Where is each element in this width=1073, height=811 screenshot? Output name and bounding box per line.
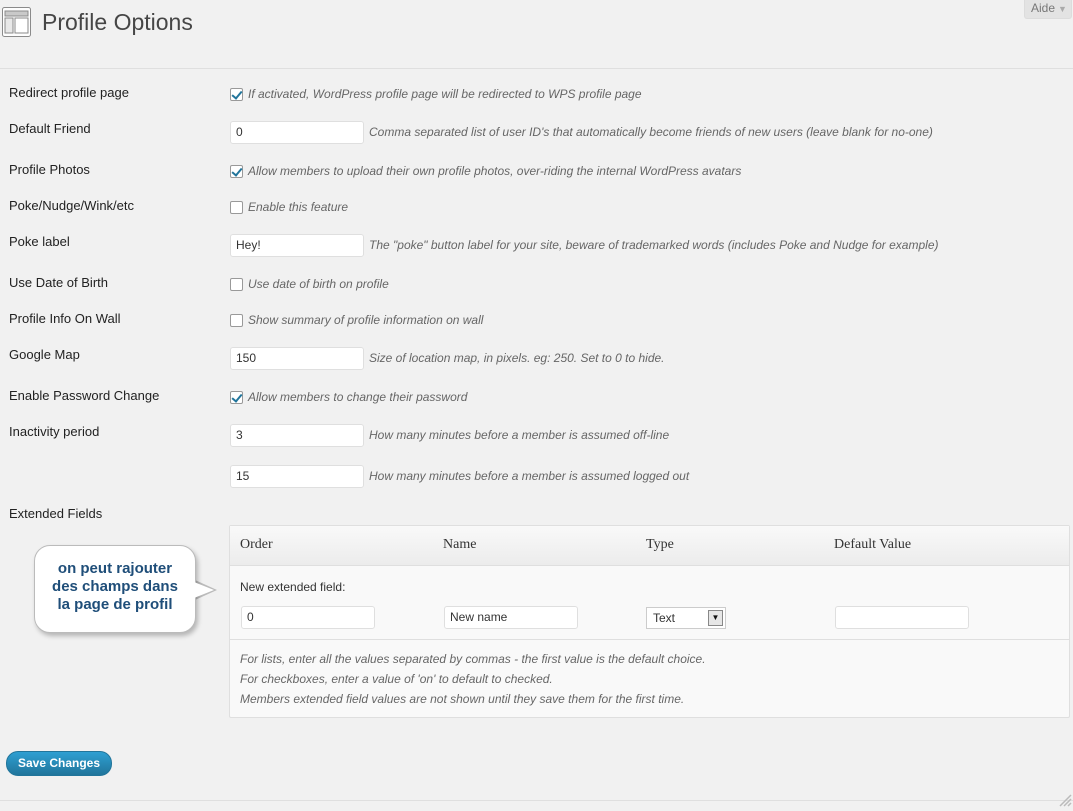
profile-photos-description: Allow members to upload their own profile photos, over-riding the internal WordPress avatars <box>248 164 742 178</box>
google-map-description: Size of location map, in pixels. eg: 250. Set to 0 to hide. <box>369 351 665 365</box>
col-header-name: Name <box>443 537 477 552</box>
col-header-order: Order <box>240 537 273 552</box>
row-label-poke: Poke/Nudge/Wink/etc <box>9 198 135 213</box>
settings-page-icon <box>2 7 31 37</box>
poke-label-description: The "poke" button label for your site, beware of trademarked words (includes Poke and Nudge for example) <box>369 238 939 252</box>
annotation-callout: on peut rajouter des champs dans la page de profil <box>34 545 196 633</box>
redirect-profile-description: If activated, WordPress profile page will be redirected to WPS profile page <box>248 87 642 101</box>
col-header-default-value: Default Value <box>834 537 912 552</box>
redirect-profile-checkbox[interactable] <box>230 88 243 101</box>
help-tab[interactable] <box>1024 0 1072 19</box>
extended-type-select[interactable] <box>646 607 726 629</box>
row-label-date-of-birth: Use Date of Birth <box>9 275 108 290</box>
new-extended-field-label: New extended field: <box>240 580 346 594</box>
row-label-poke-label: Poke label <box>9 234 70 249</box>
row-label-password-change: Enable Password Change <box>9 388 160 403</box>
row-label-extended-fields: Extended Fields <box>9 506 103 521</box>
page-title: Profile Options <box>42 9 193 35</box>
profile-photos-checkbox[interactable] <box>230 165 243 178</box>
resize-grip-icon[interactable] <box>1058 788 1072 808</box>
extended-fields-header <box>230 526 1069 566</box>
inactivity-logout-input[interactable]: 15 <box>230 465 364 488</box>
extended-default-value-input[interactable] <box>835 606 969 629</box>
help-label: Aide <box>1031 1 1056 15</box>
save-changes-button[interactable]: Save Changes <box>6 751 112 776</box>
extended-note-members: Members extended field values are not shown until they save them for the first time. <box>240 692 685 706</box>
row-label-redirect: Redirect profile page <box>9 85 129 100</box>
row-label-inactivity: Inactivity period <box>9 424 100 439</box>
poke-description: Enable this feature <box>248 200 349 214</box>
inactivity-offline-description: How many minutes before a member is assumed off-line <box>369 428 670 442</box>
row-label-default-friend: Default Friend <box>9 121 91 136</box>
date-of-birth-checkbox[interactable] <box>230 278 243 291</box>
extended-note-lists: For lists, enter all the values separated by commas - the first value is the default choice. <box>240 652 706 666</box>
google-map-input[interactable]: 150 <box>230 347 364 370</box>
row-label-profile-photos: Profile Photos <box>9 162 90 177</box>
default-friend-input[interactable]: 0 <box>230 121 364 144</box>
password-change-description: Allow members to change their password <box>248 390 468 404</box>
extended-fields-panel <box>229 525 1070 718</box>
inactivity-logout-description: How many minutes before a member is assumed logged out <box>369 469 690 483</box>
col-header-type: Type <box>646 537 674 552</box>
header-divider <box>0 68 1073 69</box>
password-change-checkbox[interactable] <box>230 391 243 404</box>
extended-fields-separator <box>230 639 1069 640</box>
date-of-birth-description: Use date of birth on profile <box>248 277 389 291</box>
inactivity-offline-input[interactable]: 3 <box>230 424 364 447</box>
profile-info-wall-description: Show summary of profile information on wall <box>248 313 484 327</box>
footer-divider <box>0 800 1073 801</box>
dropdown-arrow-icon[interactable]: ▼ <box>708 610 723 626</box>
poke-checkbox[interactable] <box>230 201 243 214</box>
row-label-profile-info-wall: Profile Info On Wall <box>9 311 121 326</box>
extended-type-value: Text <box>653 611 676 625</box>
extended-name-input[interactable]: New name <box>444 606 578 629</box>
extended-note-checkboxes: For checkboxes, enter a value of 'on' to default to checked. <box>240 672 553 686</box>
default-friend-description: Comma separated list of user ID's that automatically become friends of new users (leave blank for no-one) <box>369 125 933 139</box>
profile-info-wall-checkbox[interactable] <box>230 314 243 327</box>
poke-label-input[interactable]: Hey! <box>230 234 364 257</box>
chevron-down-icon: ▼ <box>1058 4 1067 14</box>
row-label-google-map: Google Map <box>9 347 80 362</box>
extended-order-input[interactable]: 0 <box>241 606 375 629</box>
callout-tail-fill <box>194 582 214 598</box>
